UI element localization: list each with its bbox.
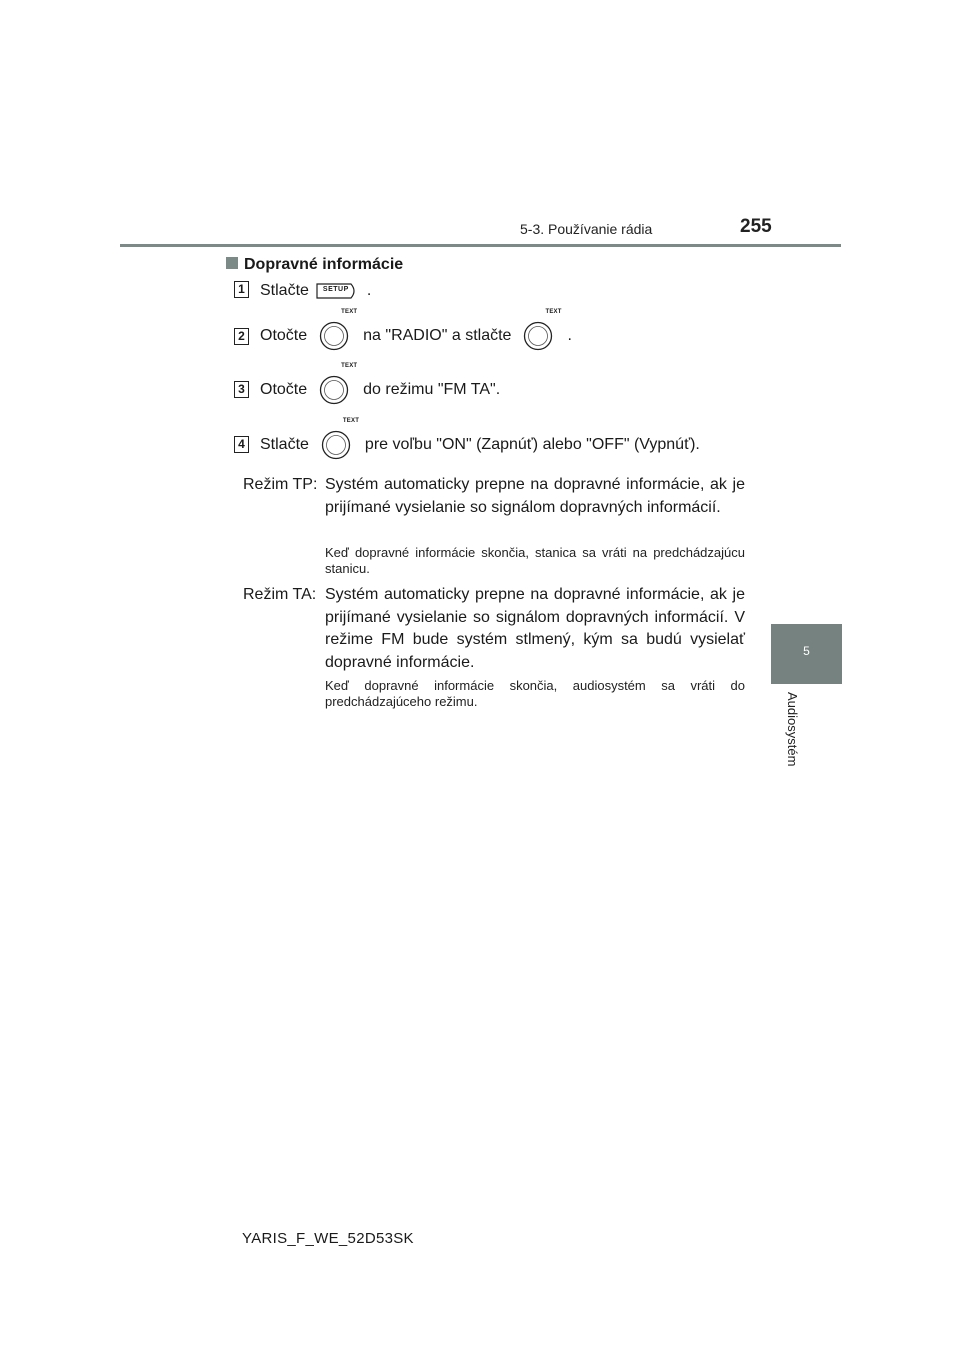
chapter-tab bbox=[771, 624, 842, 684]
mode-tp bbox=[243, 474, 745, 519]
step-text: pre voľbu "ON" (Zapnúť) alebo "OFF" (Vypnúť). bbox=[364, 436, 700, 453]
mode-ta-note: Keď dopravné informácie skončia, audiosystém sa vráti do predchádzajúceho režimu. bbox=[325, 678, 745, 709]
knob-label: TEXT bbox=[341, 363, 358, 369]
mode-tp-note: Keď dopravné informácie skončia, stanica sa vráti na predchádzajúcu stanicu. bbox=[325, 545, 745, 576]
page-number: 255 bbox=[740, 216, 772, 237]
step-2 bbox=[260, 309, 572, 351]
tune-knob-icon bbox=[319, 309, 358, 351]
step-text: na "RADIO" a stlačte bbox=[363, 327, 512, 344]
chapter-number: 5 bbox=[803, 644, 810, 658]
mode-description: Systém automaticky prepne na dopravné informácie, ak je prijímané vysielanie so signálom dopravných informácií. bbox=[325, 476, 745, 516]
step-4 bbox=[260, 418, 700, 460]
mode-description: Systém automaticky prepne na dopravné informácie, ak je prijímané vysielanie so signálom dopravných informácií. V režime FM bude systém stlmený, kým sa budú vysielať dopravné informácie. bbox=[325, 586, 745, 671]
setup-button-icon bbox=[315, 282, 359, 300]
setup-label: SETUP bbox=[322, 286, 349, 293]
step-number: 2 bbox=[234, 328, 249, 345]
section-heading bbox=[226, 256, 403, 274]
section-title: 5-3. Používanie rádia bbox=[520, 221, 653, 237]
step-text: . bbox=[567, 327, 572, 344]
step-text: do režimu "FM TA". bbox=[363, 381, 501, 398]
step-1 bbox=[260, 282, 371, 300]
chapter-label: Audiosystém bbox=[785, 692, 800, 767]
knob-label: TEXT bbox=[545, 309, 562, 315]
knob-label: TEXT bbox=[341, 309, 358, 315]
knob-label: TEXT bbox=[342, 418, 360, 424]
step-text: Stlačte bbox=[260, 436, 309, 453]
mode-label: Režim TA: bbox=[243, 586, 317, 603]
step-text: . bbox=[366, 282, 372, 299]
mode-ta bbox=[243, 584, 745, 674]
tune-knob-icon bbox=[321, 418, 360, 460]
step-number: 1 bbox=[234, 281, 249, 298]
tune-knob-icon bbox=[319, 363, 358, 405]
document-code: YARIS_F_WE_52D53SK bbox=[242, 1230, 414, 1247]
step-text: Otočte bbox=[260, 327, 308, 344]
heading-text: Dopravné informácie bbox=[244, 256, 404, 273]
header-divider bbox=[120, 244, 841, 247]
step-text: Stlačte bbox=[260, 282, 309, 299]
mode-label: Režim TP: bbox=[243, 476, 318, 493]
step-number: 3 bbox=[234, 381, 249, 398]
square-bullet-icon bbox=[226, 257, 238, 269]
tune-knob-icon bbox=[523, 309, 562, 351]
step-text: Otočte bbox=[260, 381, 308, 398]
step-3 bbox=[260, 363, 501, 405]
step-number: 4 bbox=[234, 436, 249, 453]
